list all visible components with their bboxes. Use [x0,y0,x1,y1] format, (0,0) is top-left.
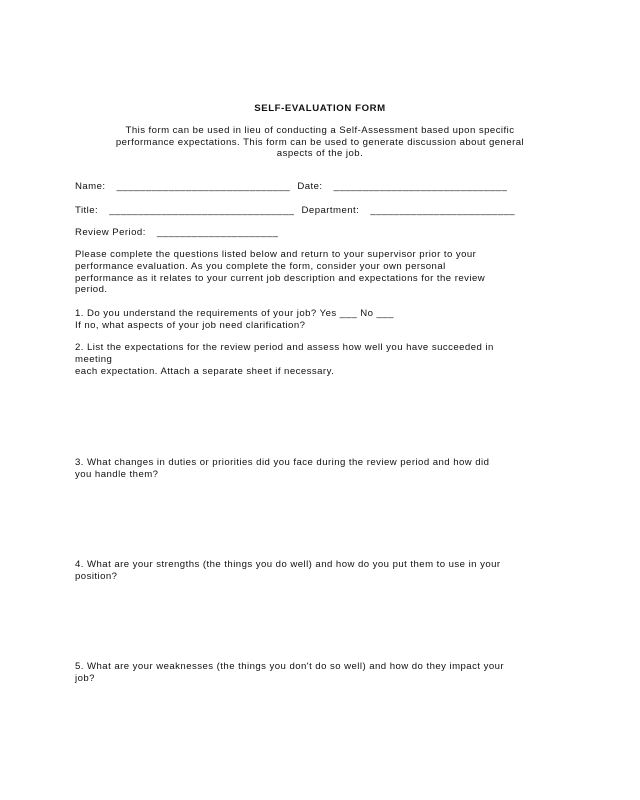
question-line: each expectation. Attach a separate sheet if necessary. [75,365,335,377]
form-title: SELF-EVALUATION FORM [254,103,386,114]
question-line: 5. What are your weaknesses (the things you don't do so well) and how do they impact your [75,661,505,672]
instructions-line: period. [75,284,108,296]
answer-area-5[interactable] [75,688,565,778]
question-line: 2. List the expectations for the review period and assess how well you have succeeded in [75,342,494,353]
question-line: 3. What changes in duties or priorities did you face during the review period and how did [75,457,490,468]
question-4 [75,559,575,583]
date-label: Date: [297,181,323,192]
question-line: position? [75,570,118,582]
review-period-blank[interactable]: _____________________ [156,227,279,238]
question-line: meeting [75,353,113,365]
question-line: If no, what aspects of your job need clarification? [75,319,306,331]
review-period-label: Review Period: [75,227,146,238]
instructions-line: Please complete the questions listed below and return to your supervisor prior to your [75,249,477,260]
title-field-row [75,205,515,216]
instructions [75,249,575,296]
department-label: Department: [301,205,360,216]
intro-line: performance expectations. This form can be used to generate discussion about general [115,136,525,148]
question-line: you handle them? [75,468,159,480]
question-2 [75,342,575,377]
intro-line: aspects of the job. [276,148,364,159]
name-label: Name: [75,181,106,192]
name-field-row [75,181,507,192]
question-line: job? [75,672,95,684]
question-1 [75,308,575,332]
question-3 [75,457,575,481]
review-period-row [75,227,278,238]
intro-line: This form can be used in lieu of conducting a Self-Assessment based upon specific [125,125,515,136]
date-blank[interactable]: ______________________________ [333,181,508,192]
intro-text [80,125,560,160]
question-line: 4. What are your strengths (the things you do well) and how do you put them to use in your [75,559,501,570]
answer-area-4[interactable] [75,586,565,656]
question-line: 1. Do you understand the requirements of your job? Yes ___ No ___ [75,308,394,319]
answer-area-2[interactable] [75,382,565,452]
title-blank[interactable]: ________________________________ [109,205,295,216]
name-blank[interactable]: ______________________________ [116,181,291,192]
instructions-line: performance as it relates to your current job description and expectations for the review [75,272,486,284]
question-5 [75,661,575,685]
instructions-line: performance evaluation. As you complete the form, consider your own personal [75,260,446,272]
answer-area-3[interactable] [75,484,565,554]
title-label: Title: [75,205,99,216]
department-blank[interactable]: _________________________ [370,205,516,216]
